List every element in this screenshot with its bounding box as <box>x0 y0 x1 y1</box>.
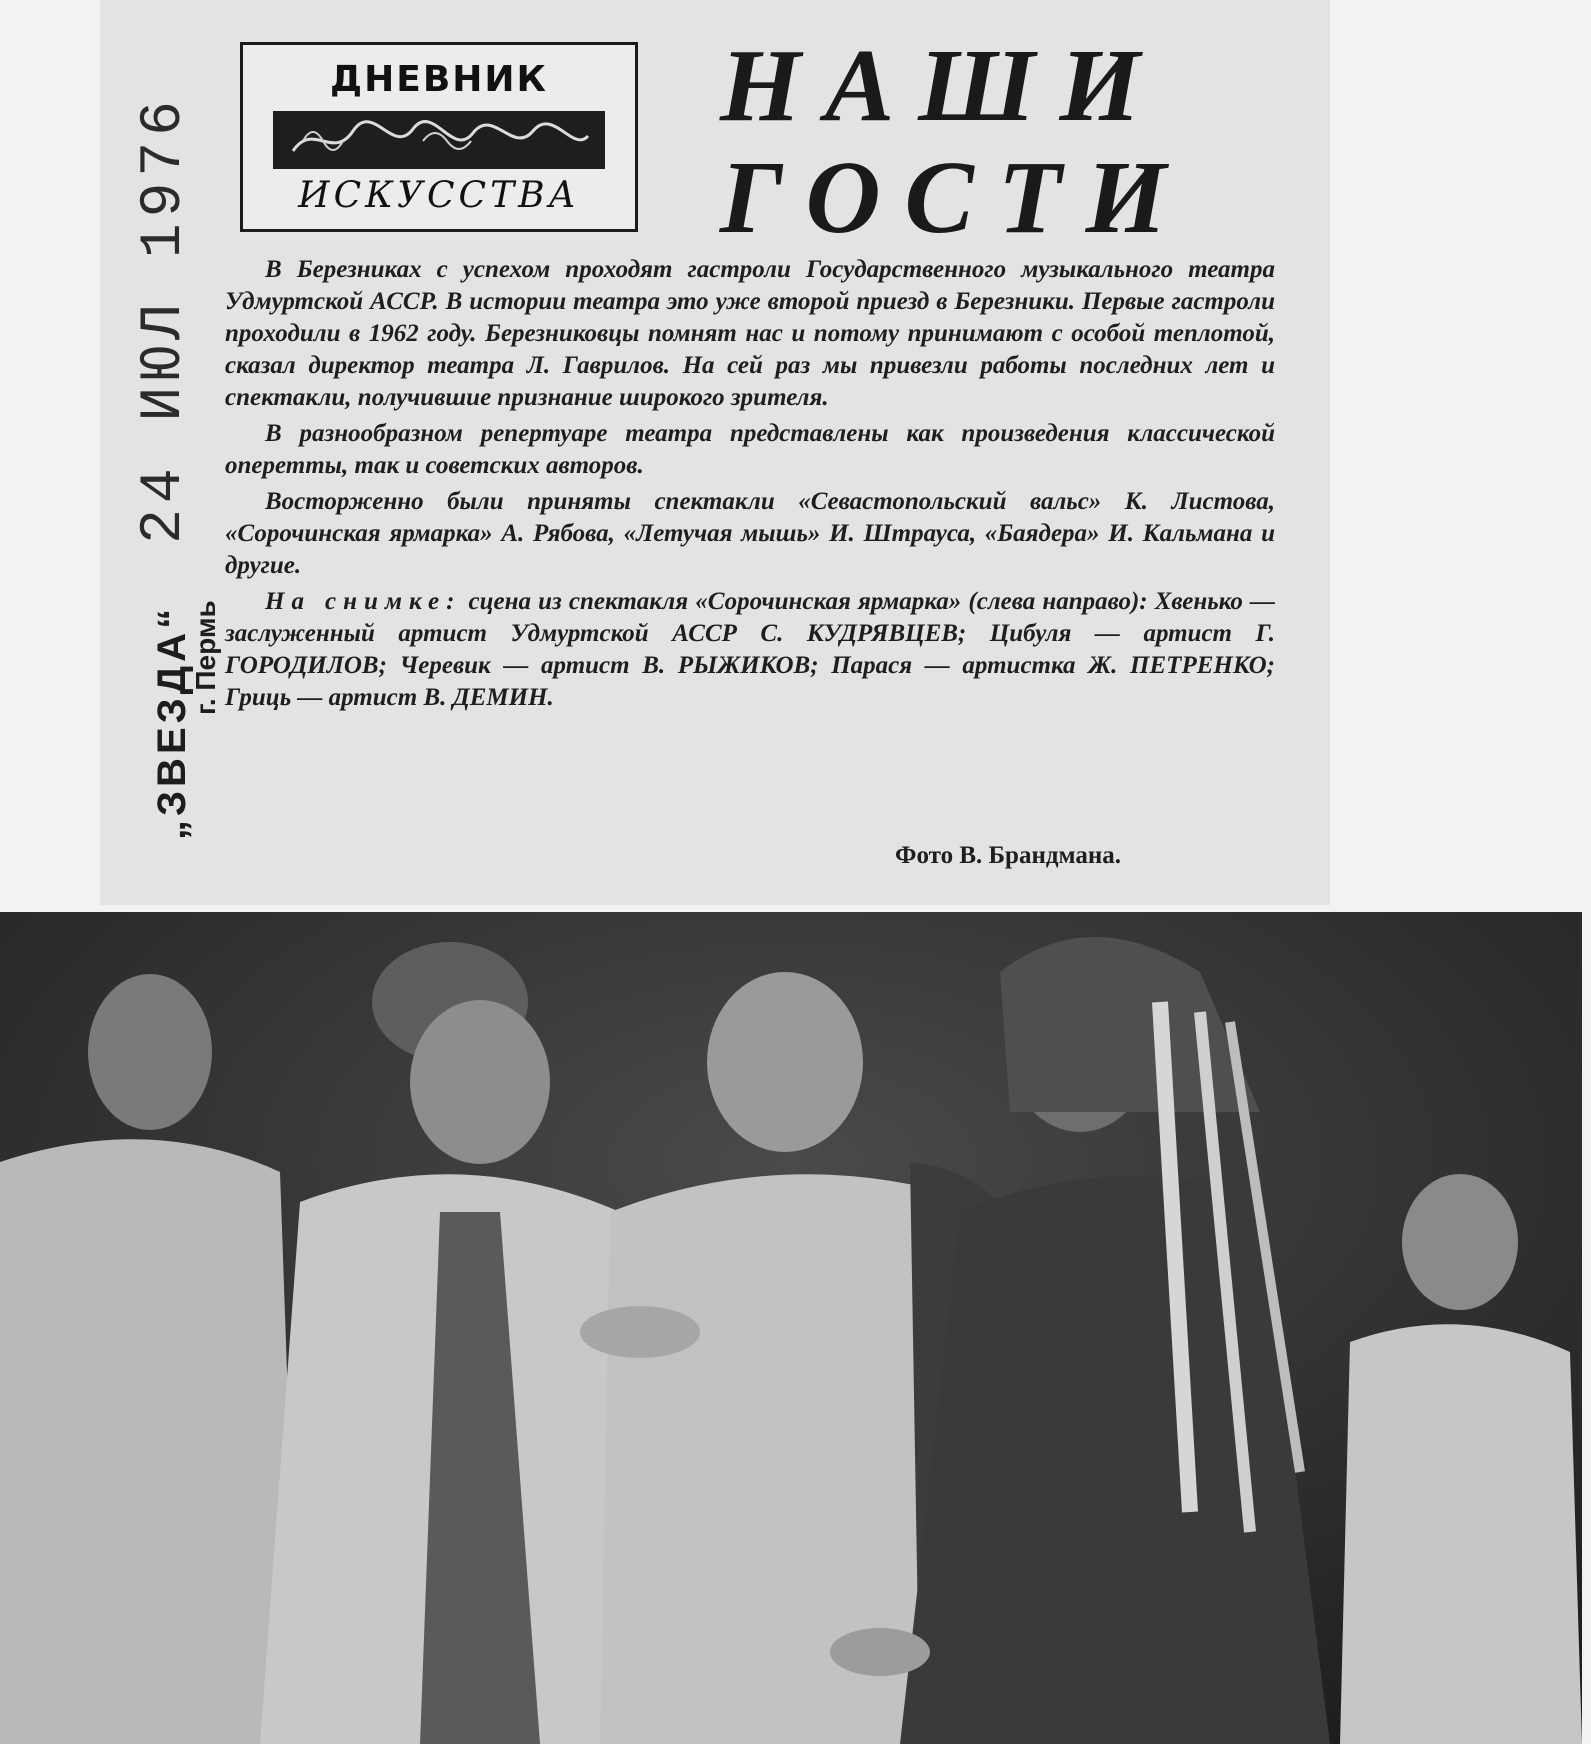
article-body <box>225 254 1275 718</box>
photo-caption <box>225 586 1275 714</box>
rubric-ornament <box>273 111 605 169</box>
photo-credit: Фото В. Брандмана. <box>895 842 1122 869</box>
rubric-line-1: ДНЕВНИК <box>330 59 548 100</box>
headline <box>720 30 1240 254</box>
article-paragraph-1: В Березниках с успехом проходят гастроли Государственного музыкального театра Удмуртской АССР. В истории театра это уже второй приезд в Березники. Первые гастроли проходили в 1962 году. Березниковцы помнят нас и потому принимают с особой теплотой, сказал директор театра Л. Гаврилов. На сей раз мы привезли работы последних лет и спектакли, получившие признание широкого зрителя. <box>225 256 1275 411</box>
caption-text: сцена из спектакля «Сорочинская ярмарка» (слева направо): Хвенько — заслуженный артист Удмуртской АССР С. КУДРЯВЦЕВ; Цибуля — артист Г. ГОРОДИЛОВ; Черевик — артист В. РЫЖИКОВ; Парася — артистка Ж. ПЕТРЕНКО; Гриць — артист В. ДЕМИН. <box>225 588 1276 711</box>
source-city-name: г. Пермь <box>190 600 221 715</box>
headline-line-2: ГОСТИ <box>720 140 1191 255</box>
article-paragraph-2: В разнообразном репертуаре театра представлены как произведения классической оперетты, так и советских авторов. <box>225 420 1275 479</box>
rubric-line-3: ИСКУССТВА <box>298 175 580 216</box>
caption-lead: На снимке: <box>265 588 462 615</box>
article-paragraph-3: Восторженно были приняты спектакли «Севастопольский вальс» К. Листова, «Сорочинская ярмарка» А. Рябова, «Летучая мышь» И. Штрауса, «Баядера» И. Кальмана и другие. <box>225 488 1275 579</box>
theatre-scene-photo <box>0 912 1582 1744</box>
date-stamp-text: 24 ИЮЛ 1976 <box>132 95 197 544</box>
source-newspaper-name: „ЗВЕЗДА“ <box>150 604 194 840</box>
headline-line-1: НАШИ <box>720 28 1165 143</box>
rubric-box <box>240 42 638 232</box>
